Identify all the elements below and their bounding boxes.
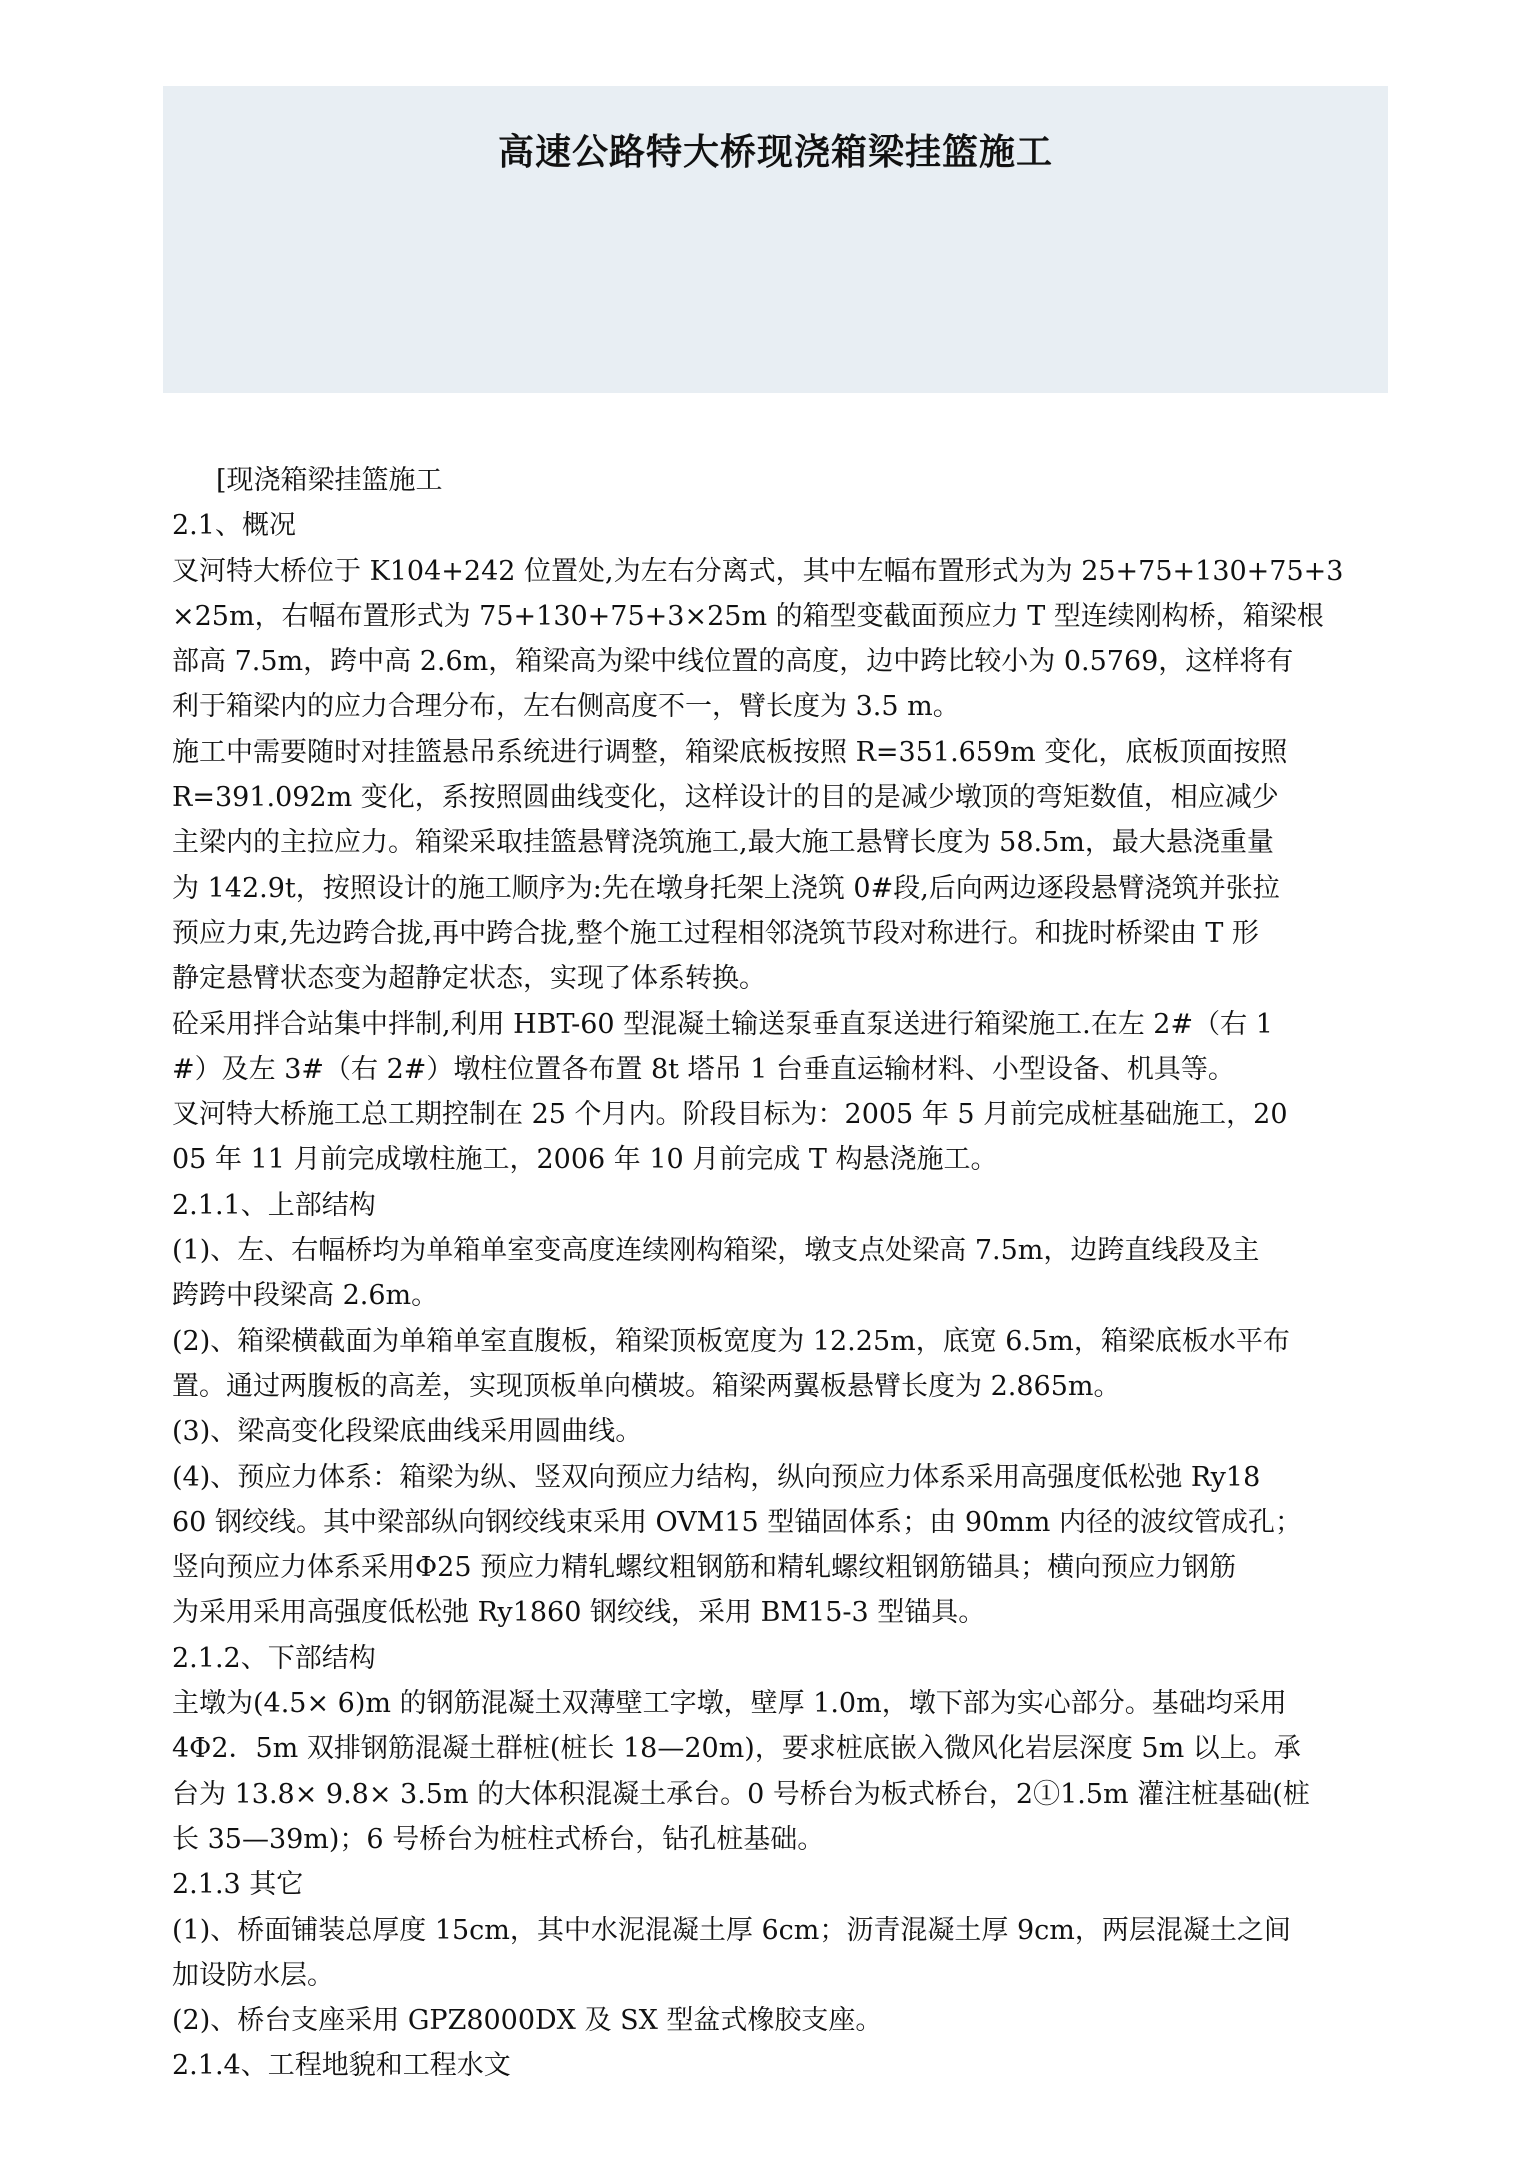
section-heading: 2.1.1、上部结构 — [172, 1189, 376, 1221]
paragraph-line: 为采用采用高强度低松弛 Ry1860 钢绞线，采用 BM15-3 型锚具。 — [172, 1597, 986, 1629]
paragraph-line: 台为 13.8× 9.8× 3.5m 的大体积混凝土承台。0 号桥台为板式桥台，2①1.5m 灌注桩基础(桩 — [172, 1778, 1310, 1810]
paragraph-line: 主梁内的主拉应力。箱梁采取挂篮悬臂浇筑施工,最大施工悬臂长度为 58.5m，最大悬浇重量 — [172, 827, 1274, 859]
paragraph-line: 加设防水层。 — [172, 1959, 334, 1991]
paragraph-line: 为 142.9t，按照设计的施工顺序为:先在墩身托架上浇筑 0#段,后向两边逐段悬臂浇筑并张拉 — [172, 872, 1280, 904]
paragraph-line: R=391.092m 变化，系按照圆曲线变化，这样设计的目的是减少墩顶的弯矩数值，相应减少 — [172, 782, 1279, 814]
section-heading: 2.1.2、下部结构 — [172, 1642, 376, 1674]
paragraph-line: (3)、梁高变化段梁底曲线采用圆曲线。 — [172, 1416, 643, 1448]
paragraph-line: 长 35—39m)；6 号桥台为桩柱式桥台，钻孔桩基础。 — [172, 1823, 825, 1855]
paragraph-line: (1)、左、右幅桥均为单箱单室变高度连续刚构箱梁，墩支点处梁高 7.5m，边跨直线段及主 — [172, 1235, 1260, 1267]
paragraph-line: #）及左 3#（右 2#）墩柱位置各布置 8t 塔吊 1 台垂直运输材料、小型设备、机具等。 — [172, 1053, 1235, 1085]
section-heading: 2.1.3 其它 — [172, 1869, 304, 1901]
paragraph-line: 利于箱梁内的应力合理分布，左右侧高度不一，臂长度为 3.5 m。 — [172, 691, 960, 723]
paragraph-line: 主墩为(4.5× 6)m 的钢筋混凝土双薄壁工字墩，壁厚 1.0m，墩下部为实心部分。基础均采用 — [172, 1688, 1287, 1720]
paragraph-line: 部高 7.5m，跨中高 2.6m，箱梁高为梁中线位置的高度，边中跨比较小为 0.5769，这样将有 — [172, 646, 1294, 678]
paragraph-line: 施工中需要随时对挂篮悬吊系统进行调整，箱梁底板按照 R=351.659m 变化，底板顶面按照 — [172, 736, 1288, 768]
paragraph-line: (2)、桥台支座采用 GPZ8000DX 及 SX 型盆式橡胶支座。 — [172, 2005, 883, 2037]
document-body — [172, 458, 1382, 2089]
section-heading: 2.1.4、工程地貌和工程水文 — [172, 2050, 511, 2082]
paragraph-line: 60 钢绞线。其中梁部纵向钢绞线束采用 OVM15 型锚固体系；由 90mm 内径的波纹管成孔； — [172, 1506, 1302, 1538]
paragraph-line: 跨跨中段梁高 2.6m。 — [172, 1280, 439, 1312]
paragraph-line: (4)、预应力体系：箱梁为纵、竖双向预应力结构，纵向预应力体系采用高强度低松弛 Ry18 — [172, 1461, 1261, 1493]
paragraph-line: 4Φ2．5m 双排钢筋混凝土群桩(桩长 18—20m)，要求桩底嵌入微风化岩层深度 5m 以上。承 — [172, 1733, 1301, 1765]
paragraph-line: 竖向预应力体系采用Φ25 预应力精轧螺纹粗钢筋和精轧螺纹粗钢筋锚具；横向预应力钢筋 — [172, 1552, 1237, 1584]
paragraph-line: ×25m，右幅布置形式为 75+130+75+3×25m 的箱型变截面预应力 T 型连续刚构桥，箱梁根 — [172, 600, 1324, 632]
paragraph-line: 叉河特大桥施工总工期控制在 25 个月内。阶段目标为：2005 年 5 月前完成桩基础施工，20 — [172, 1099, 1288, 1131]
paragraph-line: 叉河特大桥位于 K104+242 位置处,为左右分离式，其中左幅布置形式为为 25+75+130+75+3 — [172, 555, 1344, 587]
paragraph-line: (2)、箱梁横截面为单箱单室直腹板，箱梁顶板宽度为 12.25m，底宽 6.5m，箱梁底板水平布 — [172, 1325, 1290, 1357]
paragraph-line: 置。通过两腹板的高差，实现顶板单向横坡。箱梁两翼板悬臂长度为 2.865m。 — [172, 1370, 1121, 1402]
section-heading: 2.1、概况 — [172, 510, 296, 542]
title-banner — [163, 86, 1388, 393]
paragraph-line: 预应力束,先边跨合拢,再中跨合拢,整个施工过程相邻浇筑节段对称进行。和拢时桥梁由 T 形 — [172, 917, 1259, 949]
paragraph-line: 静定悬臂状态变为超静定状态，实现了体系转换。 — [172, 963, 766, 995]
document-title: 高速公路特大桥现浇箱梁挂篮施工 — [497, 131, 1053, 173]
section-heading: [现浇箱梁挂篮施工 — [216, 465, 443, 496]
paragraph-line: 05 年 11 月前完成墩柱施工，2006 年 10 月前完成 T 构悬浇施工。 — [172, 1144, 998, 1176]
paragraph-line: (1)、桥面铺装总厚度 15cm，其中水泥混凝土厚 6cm；沥青混凝土厚 9cm，两层混凝土之间 — [172, 1914, 1291, 1946]
paragraph-line: 砼采用拌合站集中拌制,利用 HBT-60 型混凝土输送泵垂直泵送进行箱梁施工.在左 2#（右 1 — [172, 1008, 1273, 1040]
